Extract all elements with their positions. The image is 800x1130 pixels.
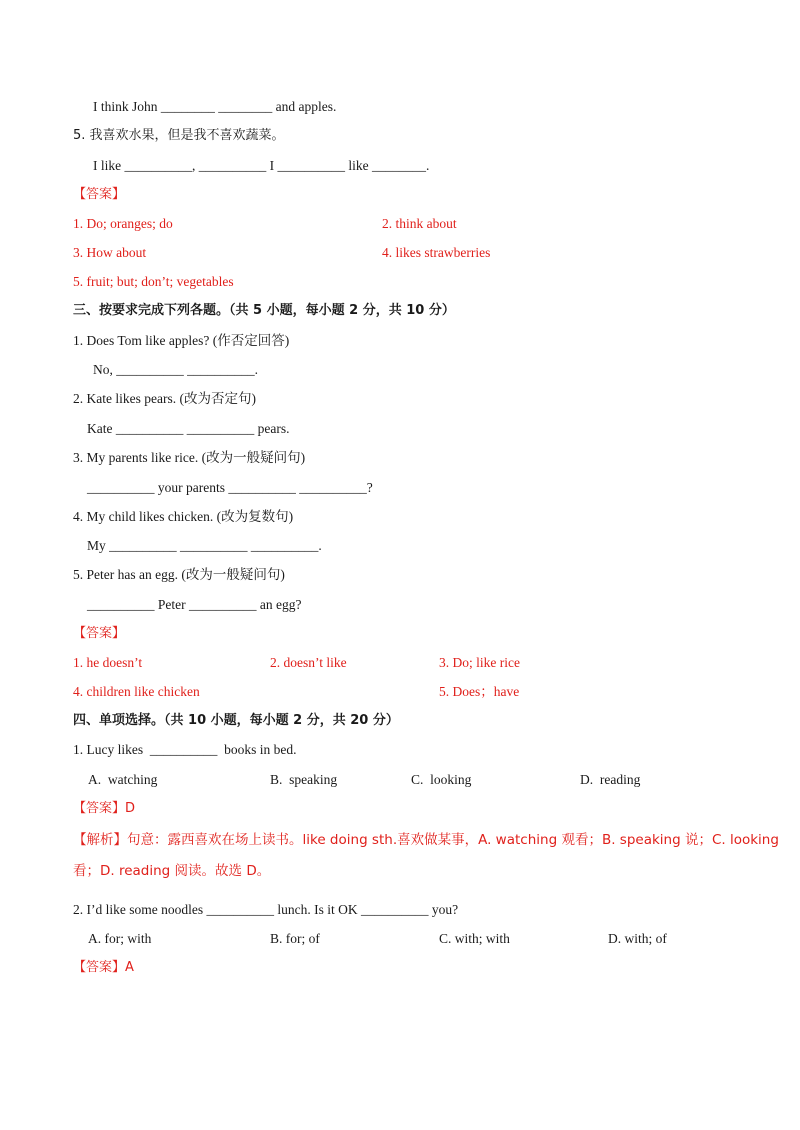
mc-answer: 【答案】D (73, 801, 136, 816)
answer-item: 2. think about (382, 216, 457, 231)
q5-fill-blank: I like __________, __________ I __________ like ________. (93, 158, 430, 173)
analysis-line: 【解析】句意：露西喜欢在场上读书。like doing sth.喜欢做某事，A. watching 观看；B. speaking 说；C. looking (73, 832, 779, 848)
answer-item: 1. he doesn’t (73, 655, 143, 670)
question-prompt: 4. My child likes chicken. (改为复数句) (73, 509, 294, 524)
mc-option: C. with; with (439, 931, 510, 946)
mc-option: C. looking (411, 772, 472, 787)
answer-item: 3. Do; like rice (439, 655, 520, 670)
mc-option: A. for; with (88, 931, 152, 946)
answer-label: 【答案】 (73, 187, 126, 202)
question-prompt: 2. Kate likes pears. (改为否定句) (73, 391, 256, 406)
answer-item: 4. likes strawberries (382, 245, 491, 260)
mc-option: A. watching (88, 772, 158, 787)
answer-item: 2. doesn’t like (270, 655, 347, 670)
analysis-line: 看；D. reading 阅读。故选 D。 (73, 863, 271, 879)
section-heading: 四、单项选择。（共 10 小题，每小题 2 分，共 20 分） (73, 713, 399, 728)
question-prompt: 3. My parents like rice. (改为一般疑问句) (73, 450, 306, 465)
fill-blank: Kate __________ __________ pears. (87, 421, 290, 436)
answer-item: 5. Does；have (439, 684, 520, 699)
mc-option: D. with; of (608, 931, 667, 946)
section-heading: 三、按要求完成下列各题。（共 5 小题，每小题 2 分，共 10 分） (73, 303, 455, 318)
answer-item: 3. How about (73, 245, 147, 260)
mc-stem: 1. Lucy likes __________ books in bed. (73, 742, 297, 757)
mc-option: B. for; of (270, 931, 320, 946)
mc-stem: 2. I’d like some noodles __________ lunch. Is it OK __________ you? (73, 902, 459, 917)
fill-blank: __________ Peter __________ an egg? (87, 597, 302, 612)
fill-blank: __________ your parents __________ __________? (87, 480, 373, 495)
fill-blank: No, __________ __________. (93, 362, 258, 377)
mc-option: B. speaking (270, 772, 338, 787)
answer-item: 5. fruit; but; don’t; vegetables (73, 274, 234, 289)
answer-label: 【答案】 (73, 626, 126, 641)
fill-blank: My __________ __________ __________. (87, 538, 322, 553)
question-prompt: 1. Does Tom like apples? (作否定回答) (73, 333, 290, 348)
answer-item: 4. children like chicken (73, 684, 200, 699)
question-prompt: 5. Peter has an egg. (改为一般疑问句) (73, 567, 285, 582)
q4-fill-blank: I think John ________ ________ and apples. (93, 99, 337, 114)
mc-answer: 【答案】A (73, 960, 134, 975)
q5-prompt: 5. 我喜欢水果，但是我不喜欢蔬菜。 (73, 128, 285, 143)
answer-item: 1. Do; oranges; do (73, 216, 173, 231)
mc-option: D. reading (580, 772, 641, 787)
